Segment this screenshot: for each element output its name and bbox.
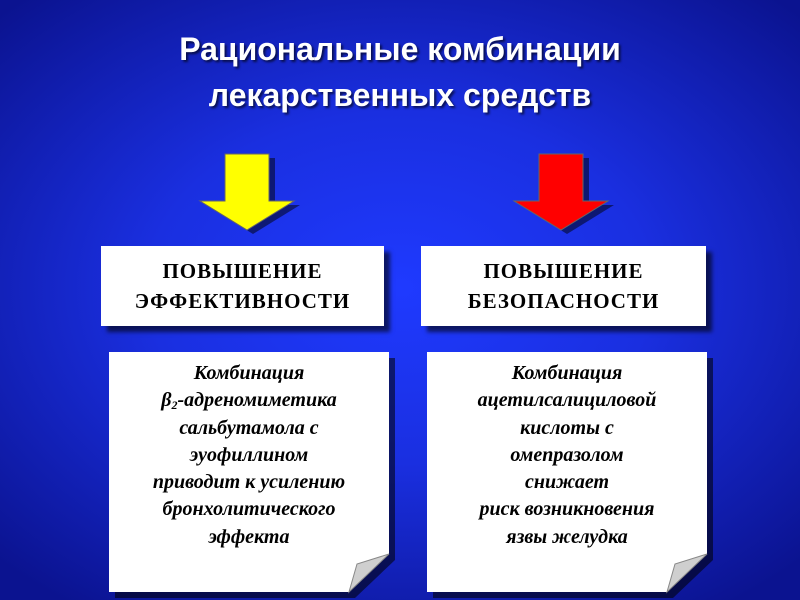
efficacy-header-line-1: ПОВЫШЕНИЕ — [162, 259, 323, 283]
down-arrow-red-icon — [507, 152, 619, 234]
safety-note-line-2: ацетилсалициловой — [477, 389, 657, 412]
safety-note-line-7: язвы желудка — [506, 525, 628, 548]
efficacy-note-line-4: эуофиллином — [189, 443, 309, 466]
safety-note-line-3: кислоты с — [520, 416, 614, 439]
efficacy-note-line-7: эффекта — [208, 525, 290, 548]
efficacy-header-box — [101, 246, 384, 326]
slide-title — [0, 26, 800, 118]
efficacy-note-line-1: Комбинация — [193, 362, 305, 384]
efficacy-note-line-5: приводит к усилению — [152, 471, 346, 494]
efficacy-note — [109, 352, 389, 598]
safety-note-line-5: снижает — [524, 471, 610, 494]
safety-note-line-4: омепразолом — [510, 443, 624, 466]
safety-header-line-1: ПОВЫШЕНИЕ — [483, 259, 644, 283]
safety-note-line-1: Комбинация — [511, 362, 623, 384]
safety-note — [427, 352, 707, 598]
efficacy-header-line-2: ЭФФЕКТИВНОСТИ — [134, 289, 351, 313]
down-arrow-yellow-icon — [193, 152, 305, 234]
title-line-1: Рациональные комбинации — [179, 31, 621, 67]
title-line-2: лекарственных средств — [208, 77, 592, 113]
safety-header-line-2: БЕЗОПАСНОСТИ — [467, 289, 660, 313]
efficacy-note-line-3: сальбутамола с — [179, 416, 319, 439]
safety-note-line-6: риск возникновения — [479, 498, 655, 521]
efficacy-note-line-6: бронхолитического — [162, 498, 336, 521]
efficacy-note-line-2: $\beta_2$-адреномиметика — [161, 389, 337, 413]
safety-header-box — [421, 246, 706, 326]
